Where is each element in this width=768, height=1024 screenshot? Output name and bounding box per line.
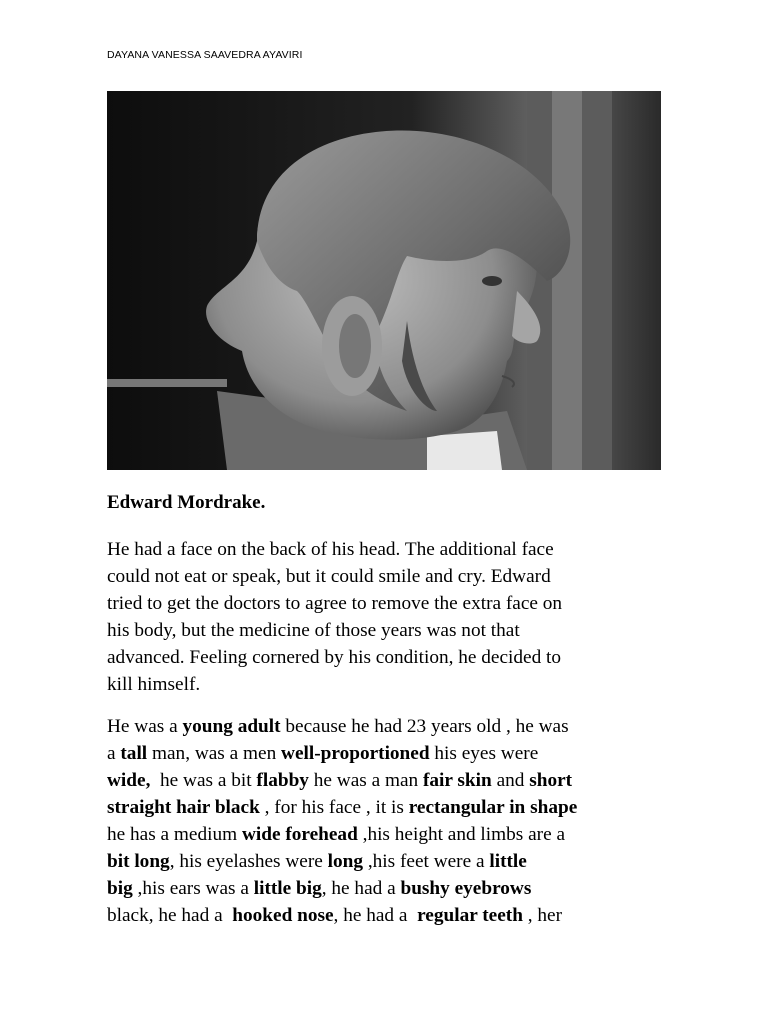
bold-term: regular teeth <box>417 905 523 926</box>
text-span: he was a man <box>308 770 423 791</box>
text-span: his eyes were <box>429 743 539 764</box>
text-line: kill himself. <box>107 674 201 695</box>
bold-term: straight hair black <box>107 797 260 818</box>
paragraph-description <box>107 536 667 698</box>
text-span: , he had a <box>333 905 418 926</box>
bold-term: fair skin <box>422 770 492 791</box>
text-line <box>107 713 667 740</box>
bold-term: little <box>489 851 527 872</box>
bold-term: hooked nose <box>232 905 334 926</box>
text-line <box>107 875 667 902</box>
bold-term: little big <box>253 878 322 899</box>
text-span: ,his feet were a <box>363 851 490 872</box>
bold-term: bit long <box>107 851 170 872</box>
portrait-illustration <box>107 91 661 470</box>
text-span: He was a <box>107 716 183 737</box>
text-span: , he had a <box>321 878 401 899</box>
text-span: he was a bit <box>150 770 257 791</box>
paragraph-physical-traits <box>107 713 667 929</box>
bold-term: long <box>327 851 364 872</box>
bold-term: wide, <box>107 770 151 791</box>
text-line: He had a face on the back of his head. The additional face <box>107 539 554 560</box>
text-line: advanced. Feeling cornered by his condition, he decided to <box>107 647 562 668</box>
text-line: could not eat or speak, but it could smile and cry. Edward <box>107 566 551 587</box>
page-header-author: DAYANA VANESSA SAAVEDRA AYAVIRI <box>107 49 303 61</box>
bold-term: bushy eyebrows <box>400 878 532 899</box>
bold-term: rectangular in shape <box>408 797 578 818</box>
text-span: , her <box>522 905 563 926</box>
bold-term: flabby <box>256 770 309 791</box>
portrait-photo <box>107 91 661 470</box>
bold-term: well-proportioned <box>281 743 430 764</box>
text-line <box>107 767 667 794</box>
bold-term: young adult <box>182 716 281 737</box>
text-span: man, was a men <box>147 743 282 764</box>
bold-term: big <box>107 878 133 899</box>
bold-term: short <box>529 770 573 791</box>
text-line <box>107 794 667 821</box>
text-span: black, he had a <box>107 905 233 926</box>
text-span: , for his face , it is <box>259 797 409 818</box>
text-span: because he had 23 years old , he was <box>280 716 569 737</box>
text-line: tried to get the doctors to agree to remove the extra face on <box>107 593 563 614</box>
text-span: a <box>107 743 121 764</box>
text-line: his body, but the medicine of those years was not that <box>107 620 520 641</box>
bold-term: wide forehead <box>241 824 358 845</box>
document-title: Edward Mordrake. <box>107 492 266 513</box>
text-span: ,his ears was a <box>132 878 254 899</box>
text-line <box>107 740 667 767</box>
text-line <box>107 821 667 848</box>
text-span: and <box>491 770 530 791</box>
text-span: ,his height and limbs are a <box>357 824 566 845</box>
bold-term: tall <box>120 743 148 764</box>
text-line <box>107 902 667 929</box>
text-span: he has a medium <box>107 824 242 845</box>
text-span: , his eyelashes were <box>169 851 328 872</box>
text-line <box>107 848 667 875</box>
